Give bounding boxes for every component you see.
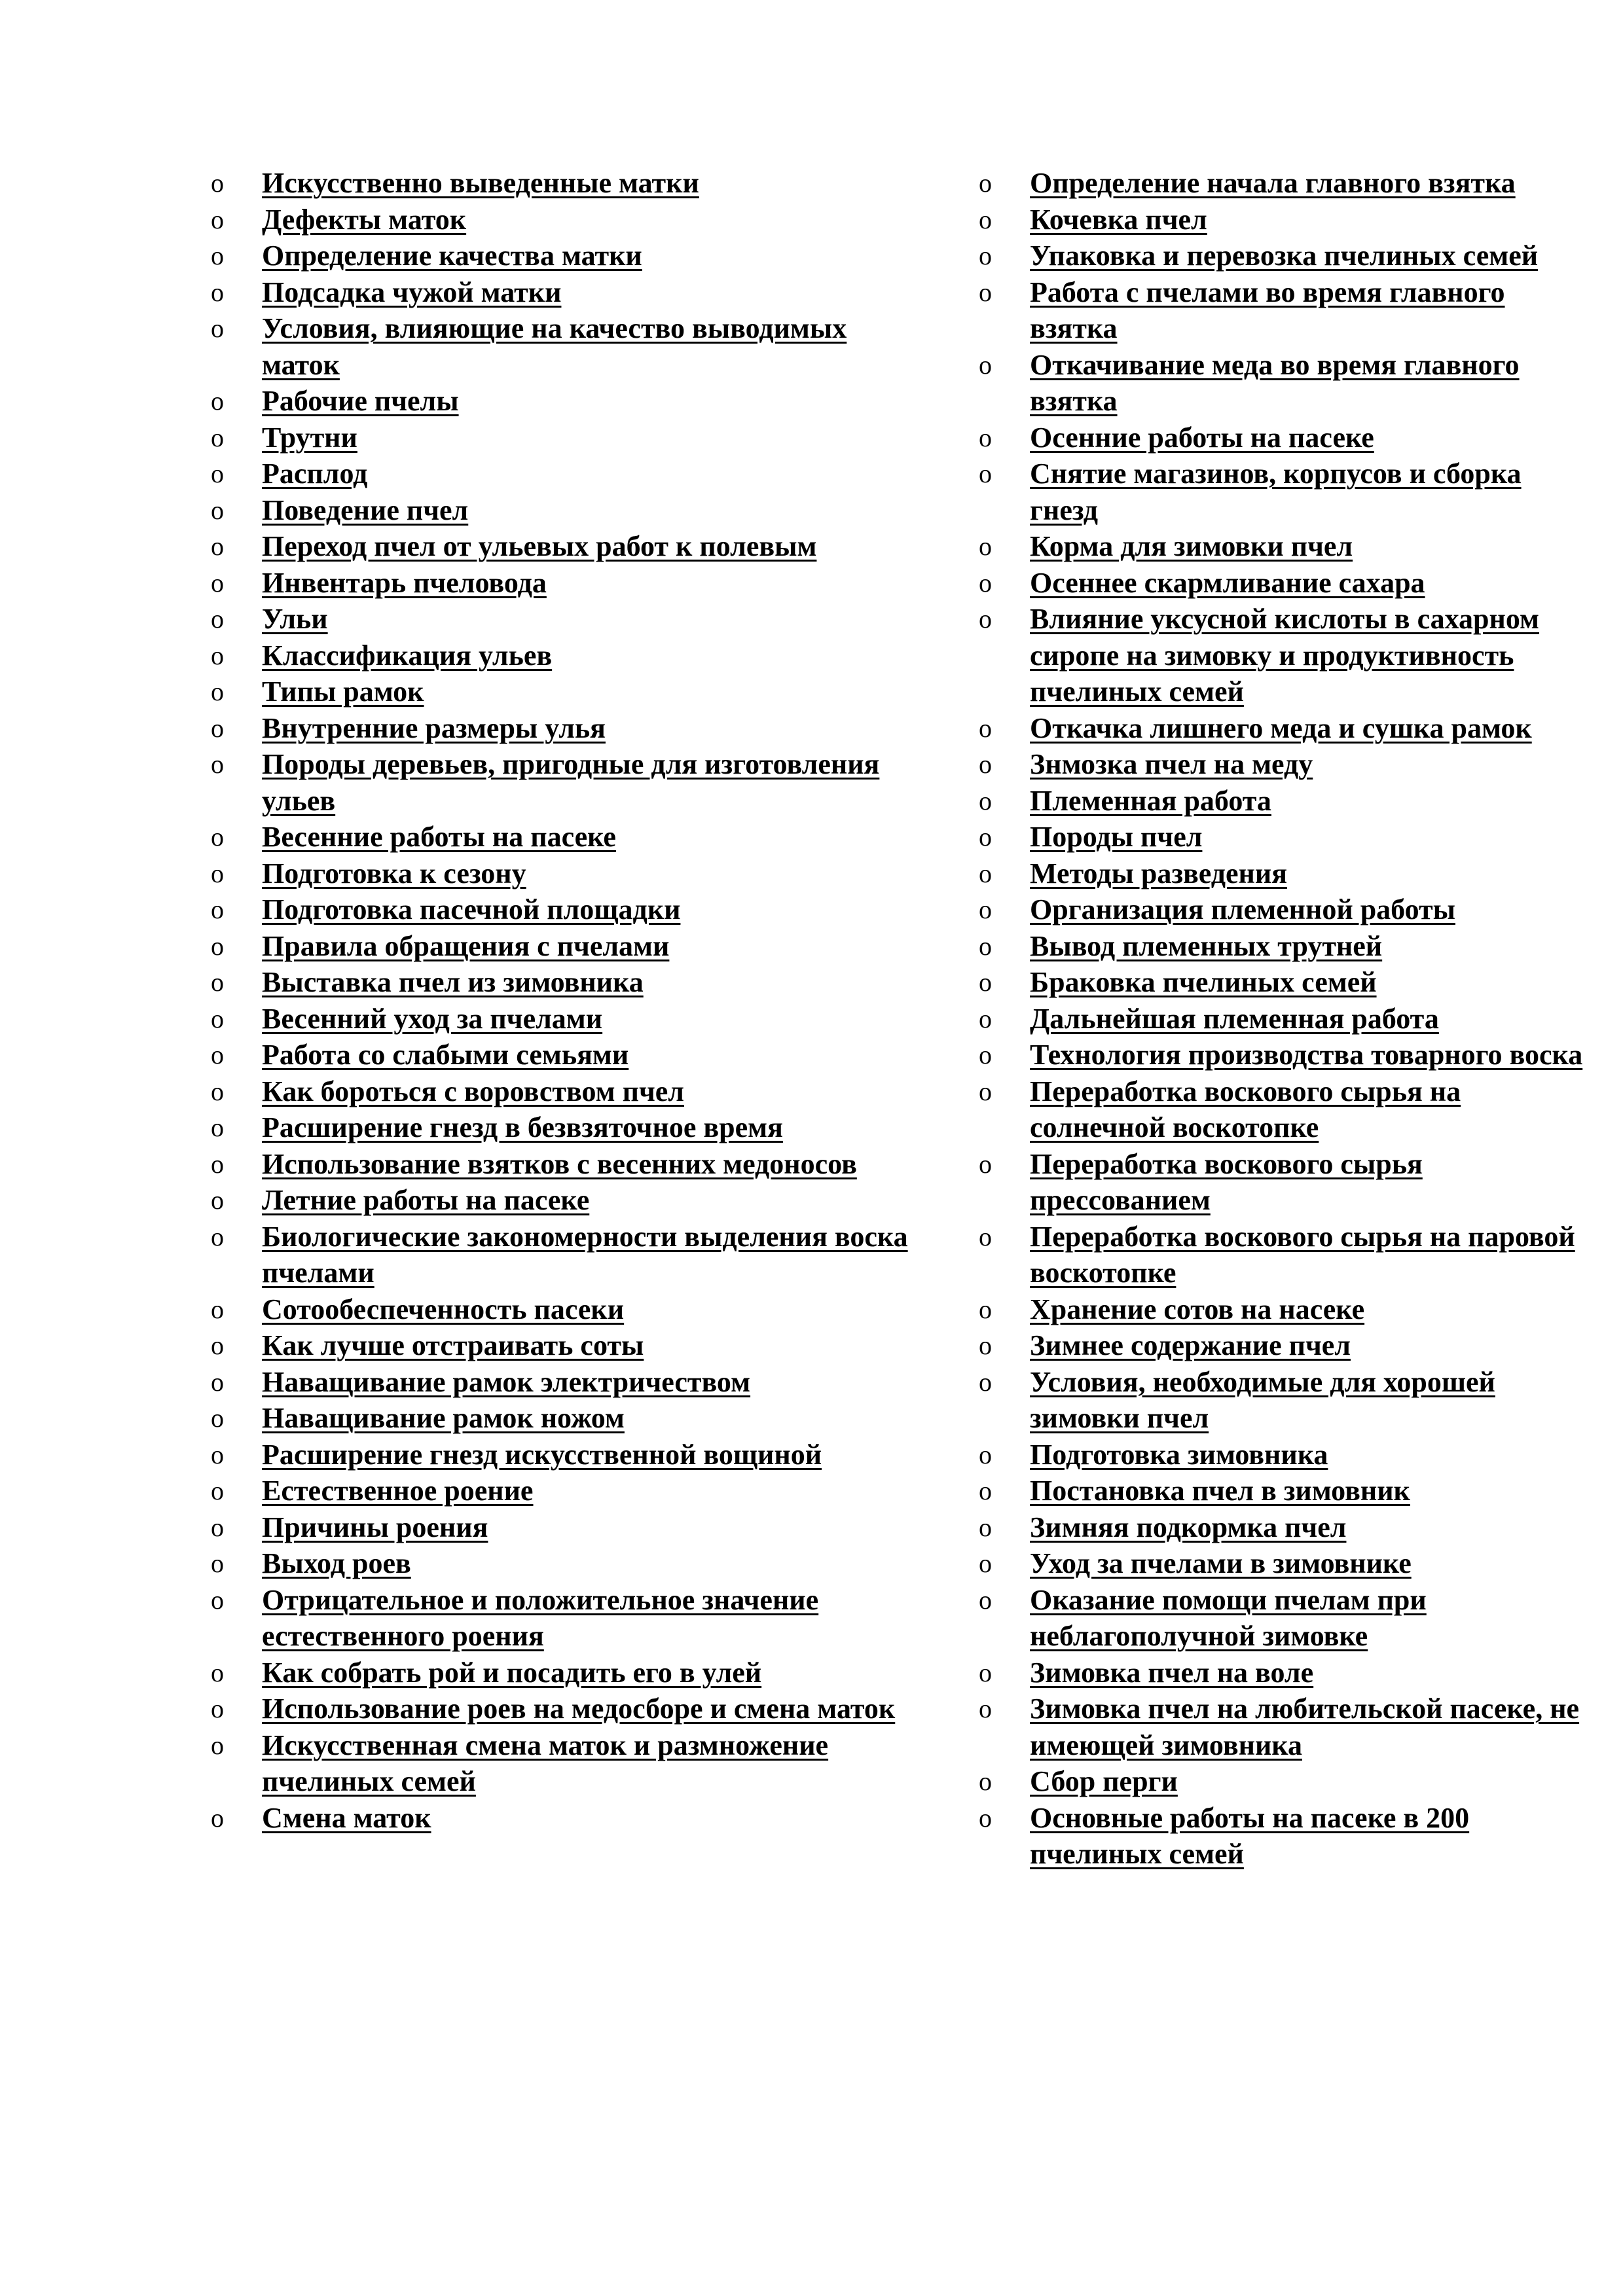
bullet-icon: o [211,1694,224,1723]
topic-link[interactable]: Корма для зимовки пчел [1030,530,1353,562]
list-item [979,1545,1586,1582]
bullet-icon: o [211,1040,224,1069]
list-item [979,928,1586,965]
list-item [211,746,923,819]
topic-link[interactable]: Летние работы на пасеке [262,1184,590,1216]
bullet-icon: o [211,749,224,779]
list-item [211,1001,923,1037]
topic-link[interactable]: Расширение гнезд в безвзяточное время [262,1111,783,1143]
topic-link[interactable]: Переработка воскового сырья прессованием [1030,1147,1423,1216]
list-item [211,1691,923,1727]
bullet-icon: o [211,1403,224,1433]
topic-link[interactable]: Сбор перги [1030,1765,1178,1797]
list-item [979,347,1586,420]
list-item [211,601,923,637]
bullet-icon: o [211,277,224,307]
list-item [979,565,1586,601]
bullet-icon: o [979,459,992,488]
list-item [211,1400,923,1437]
bullet-icon: o [979,858,992,888]
bullet-icon: o [211,858,224,888]
list-item [211,1073,923,1110]
list-item [979,1763,1586,1800]
bullet-icon: o [979,1331,992,1360]
list-item [211,1509,923,1546]
topic-link[interactable]: Технология производства товарного воска [1030,1039,1583,1071]
list-item [979,601,1586,710]
topic-link[interactable]: Искусственная смена маток и размножение пчелиных семей [262,1729,829,1797]
topic-link[interactable]: Расплод [262,457,368,490]
list-item [979,964,1586,1001]
list-item [211,420,923,456]
bullet-icon: o [211,640,224,670]
list-item [211,1146,923,1183]
topic-link[interactable]: Определение качества матки [262,240,642,272]
topic-link[interactable]: Поведение пчел [262,493,469,526]
bullet-icon: o [979,1476,992,1505]
bullet-icon: o [211,822,224,852]
topic-link[interactable]: Биологические закономерности выделения воска пчелами [262,1220,908,1289]
list-item [211,1291,923,1328]
bullet-icon: o [979,1694,992,1723]
list-item [211,238,923,274]
topic-link[interactable]: Осенние работы на пасеке [1030,421,1374,454]
list-item [211,528,923,565]
topic-link[interactable]: Основные работы на пасеке в 200 пчелиных семей [1030,1801,1470,1870]
bullet-icon: o [979,895,992,924]
list-item [211,492,923,529]
topic-link[interactable]: Переход пчел от ульевых работ к полевым [262,530,817,562]
list-item [979,1146,1586,1219]
topic-link[interactable]: Как бороться с воровством пчел [262,1075,684,1107]
bullet-icon: o [211,495,224,525]
list-item [211,1182,923,1219]
list-item [979,746,1586,783]
bullet-icon: o [211,1803,224,1833]
bullet-icon: o [979,931,992,961]
topic-link[interactable]: Выставка пчел из зимовника [262,966,644,998]
list-item [979,238,1586,274]
right-column-list [979,165,1586,1873]
list-item [979,1327,1586,1364]
topic-link[interactable]: Причины роения [262,1511,488,1543]
bullet-icon: o [211,604,224,634]
bullet-icon: o [979,1221,992,1251]
list-item [979,274,1586,347]
list-item [979,1582,1586,1655]
bullet-icon: o [211,967,224,997]
topic-link[interactable]: Вывод племенных трутней [1030,929,1383,962]
topic-link[interactable]: Породы пчел [1030,821,1203,853]
topic-link[interactable]: Выход роев [262,1547,411,1579]
topic-link[interactable]: Подсадка чужой матки [262,276,562,308]
list-item [211,710,923,747]
list-item [979,1800,1586,1873]
list-item [979,1073,1586,1146]
list-item [979,855,1586,892]
bullet-icon: o [979,785,992,816]
topic-link[interactable]: Хранение сотов на насеке [1030,1293,1365,1325]
topic-link[interactable]: Браковка пчелиных семей [1030,966,1377,998]
topic-link[interactable]: Оказание помощи пчелам при неблагополучной зимовке [1030,1583,1427,1652]
bullet-icon: o [979,1439,992,1469]
bullet-icon: o [211,386,224,416]
list-item [979,710,1586,747]
topic-link[interactable]: Инвентарь пчеловода [262,566,547,599]
topic-link[interactable]: Подготовка к сезону [262,857,526,889]
list-item [211,1655,923,1691]
topic-link[interactable]: Знмозка пчел на меду [1030,748,1313,780]
bullet-icon: o [979,241,992,270]
topic-link[interactable]: Отрицательное и положительное значение естественного роения [262,1583,819,1652]
topic-link[interactable]: Как собрать рой и посадить его в улей [262,1656,762,1689]
topic-link[interactable]: Упаковка и перевозка пчелиных семей [1030,240,1539,272]
topic-link[interactable]: Сотообеспеченность пасеки [262,1293,625,1325]
list-item [979,1364,1586,1437]
bullet-icon: o [211,1294,224,1324]
bullet-icon: o [211,1512,224,1542]
list-item [211,1545,923,1582]
bullet-icon: o [211,1113,224,1142]
topic-link[interactable]: Наващивание рамок ножом [262,1402,625,1434]
list-item [211,202,923,238]
topic-link[interactable]: Правила обращения с пчелами [262,929,670,962]
topic-link[interactable]: Откачка лишнего меда и сушка рамок [1030,711,1532,744]
topic-link[interactable]: Как лучше отстраивать соты [262,1329,644,1361]
bullet-icon: o [979,1585,992,1615]
bullet-icon: o [211,241,224,270]
topic-link[interactable]: Трутни [262,421,357,454]
list-item [211,855,923,892]
bullet-icon: o [979,1803,992,1833]
bullet-icon: o [979,350,992,380]
topic-link[interactable]: Условия, необходимые для хорошей зимовки пчел [1030,1365,1495,1434]
bullet-icon: o [211,567,224,598]
topic-link[interactable]: Наващивание рамок электричеством [262,1365,751,1398]
list-item [211,891,923,928]
topic-link[interactable]: Уход за пчелами в зимовнике [1030,1547,1412,1579]
topic-link[interactable]: Постановка пчел в зимовник [1030,1475,1410,1507]
bullet-icon: o [211,204,224,234]
list-item [979,1691,1586,1763]
list-item [211,456,923,492]
topic-link[interactable]: Использование взятков с весенних медоносов [262,1147,857,1180]
list-item [211,964,923,1001]
topic-link[interactable]: Работа со слабыми семьями [262,1039,629,1071]
topic-link[interactable]: Подготовка зимовника [1030,1438,1328,1471]
list-item [979,1037,1586,1073]
topic-link[interactable]: Породы деревьев, пригодные для изготовления ульев [262,748,880,817]
list-item [979,1437,1586,1473]
bullet-icon: o [211,1657,224,1687]
list-item [979,420,1586,456]
bullet-icon: o [979,531,992,561]
bullet-icon: o [979,567,992,598]
bullet-icon: o [211,1003,224,1033]
list-item [211,1327,923,1364]
list-item [211,1437,923,1473]
bullet-icon: o [211,314,224,343]
list-item [979,1509,1586,1546]
bullet-icon: o [211,1185,224,1215]
list-item [979,1001,1586,1037]
bullet-icon: o [979,1512,992,1542]
topic-link[interactable]: Внутренние размеры улья [262,711,606,744]
list-item [211,1364,923,1401]
bullet-icon: o [211,931,224,961]
list-item [211,673,923,710]
topic-link[interactable]: Переработка воскового сырья на солнечной воскотопке [1030,1075,1461,1143]
topic-link[interactable]: Искусственно выведенные матки [262,167,699,199]
bullet-icon: o [211,168,224,198]
bullet-icon: o [979,277,992,307]
topic-link[interactable]: Расширение гнезд искусственной вощиной [262,1438,822,1471]
bullet-icon: o [211,1549,224,1578]
list-item [979,456,1586,528]
list-item [211,274,923,311]
bullet-icon: o [211,1221,224,1251]
bullet-icon: o [979,1040,992,1069]
list-item [211,165,923,202]
topic-link[interactable]: Определение начала главного взятка [1030,167,1516,199]
bullet-icon: o [211,422,224,452]
list-item [979,202,1586,238]
bullet-icon: o [979,1657,992,1687]
topic-link[interactable]: Условия, влияющие на качество выводимых маток [262,312,847,381]
topic-link[interactable]: Весенний уход за пчелами [262,1002,603,1035]
topic-link[interactable]: Естественное роение [262,1475,534,1507]
bullet-icon: o [979,1367,992,1397]
bullet-icon: o [979,1003,992,1033]
list-item [979,819,1586,855]
bullet-icon: o [211,677,224,706]
list-item [979,891,1586,928]
bullet-icon: o [211,1476,224,1505]
list-item [979,1473,1586,1509]
topic-link[interactable]: Подготовка пасечной площадки [262,893,681,925]
bullet-icon: o [211,1585,224,1615]
topic-link[interactable]: Дальнейшая племенная работа [1030,1002,1439,1035]
topic-link[interactable]: Организация племенной работы [1030,893,1455,925]
bullet-icon: o [211,531,224,561]
topic-link[interactable]: Влияние уксусной кислоты в сахарном сиропе на зимовку и продуктивность пчелиных семей [1030,603,1540,708]
bullet-icon: o [979,168,992,198]
bullet-icon: o [211,1076,224,1106]
list-item [211,819,923,855]
list-item [211,1727,923,1800]
list-item [211,1582,923,1655]
list-item [979,1655,1586,1691]
topic-link[interactable]: Зимовка пчел на любительской пасеке, не имеющей зимовника [1030,1693,1580,1761]
topic-link[interactable]: Весенние работы на пасеке [262,821,616,853]
topic-link[interactable]: Зимняя подкормка пчел [1030,1511,1347,1543]
bullet-icon: o [979,713,992,743]
bullet-icon: o [211,1367,224,1397]
topic-link[interactable]: Осеннее скармливание сахара [1030,566,1425,599]
list-item [979,1291,1586,1328]
bullet-icon: o [979,204,992,234]
topic-link[interactable]: Зимовка пчел на воле [1030,1656,1314,1689]
list-item [211,310,923,383]
bullet-icon: o [979,822,992,852]
list-item [211,1219,923,1291]
topic-link[interactable]: Методы разведения [1030,857,1288,889]
list-item [979,528,1586,565]
topic-link[interactable]: Ульи [262,603,328,635]
bullet-icon: o [979,422,992,452]
bullet-icon: o [211,459,224,488]
list-item [211,1800,923,1837]
topic-link[interactable]: Племенная работа [1030,784,1271,817]
bullet-icon: o [979,604,992,634]
list-item [979,165,1586,202]
topic-link[interactable]: Использование роев на медосборе и смена маток [262,1693,896,1725]
list-item [211,1473,923,1509]
bullet-icon: o [979,1149,992,1179]
bullet-icon: o [211,1730,224,1760]
list-item [979,783,1586,819]
left-column-list [211,165,923,1836]
list-item [211,928,923,965]
topic-link[interactable]: Кочевка пчел [1030,203,1207,236]
list-item [211,383,923,420]
bullet-icon: o [979,749,992,779]
topic-link[interactable]: Рабочие пчелы [262,385,459,417]
bullet-icon: o [211,1331,224,1360]
topic-link[interactable]: Классификация ульев [262,639,553,672]
topic-link[interactable]: Смена маток [262,1801,431,1834]
list-item [211,1109,923,1146]
bullet-icon: o [979,1767,992,1796]
topic-link[interactable]: Работа с пчелами во время главного взятка [1030,276,1505,344]
bullet-icon: o [211,1149,224,1179]
bullet-icon: o [211,713,224,743]
list-item [979,1219,1586,1291]
topic-link[interactable]: Типы рамок [262,675,424,708]
bullet-icon: o [211,895,224,924]
topic-link[interactable]: Переработка воскового сырья на паровой воскотопке [1030,1220,1575,1289]
topic-link[interactable]: Снятие магазинов, корпусов и сборка гнезд [1030,457,1522,526]
topic-link[interactable]: Откачивание меда во время главного взятка [1030,348,1520,417]
bullet-icon: o [979,1076,992,1106]
list-item [211,1037,923,1073]
topic-link[interactable]: Зимнее содержание пчел [1030,1329,1351,1361]
list-item [211,565,923,601]
bullet-icon: o [979,967,992,997]
topic-link[interactable]: Дефекты маток [262,203,467,236]
bullet-icon: o [979,1549,992,1578]
bullet-icon: o [211,1439,224,1469]
bullet-icon: o [979,1294,992,1324]
list-item [211,637,923,674]
